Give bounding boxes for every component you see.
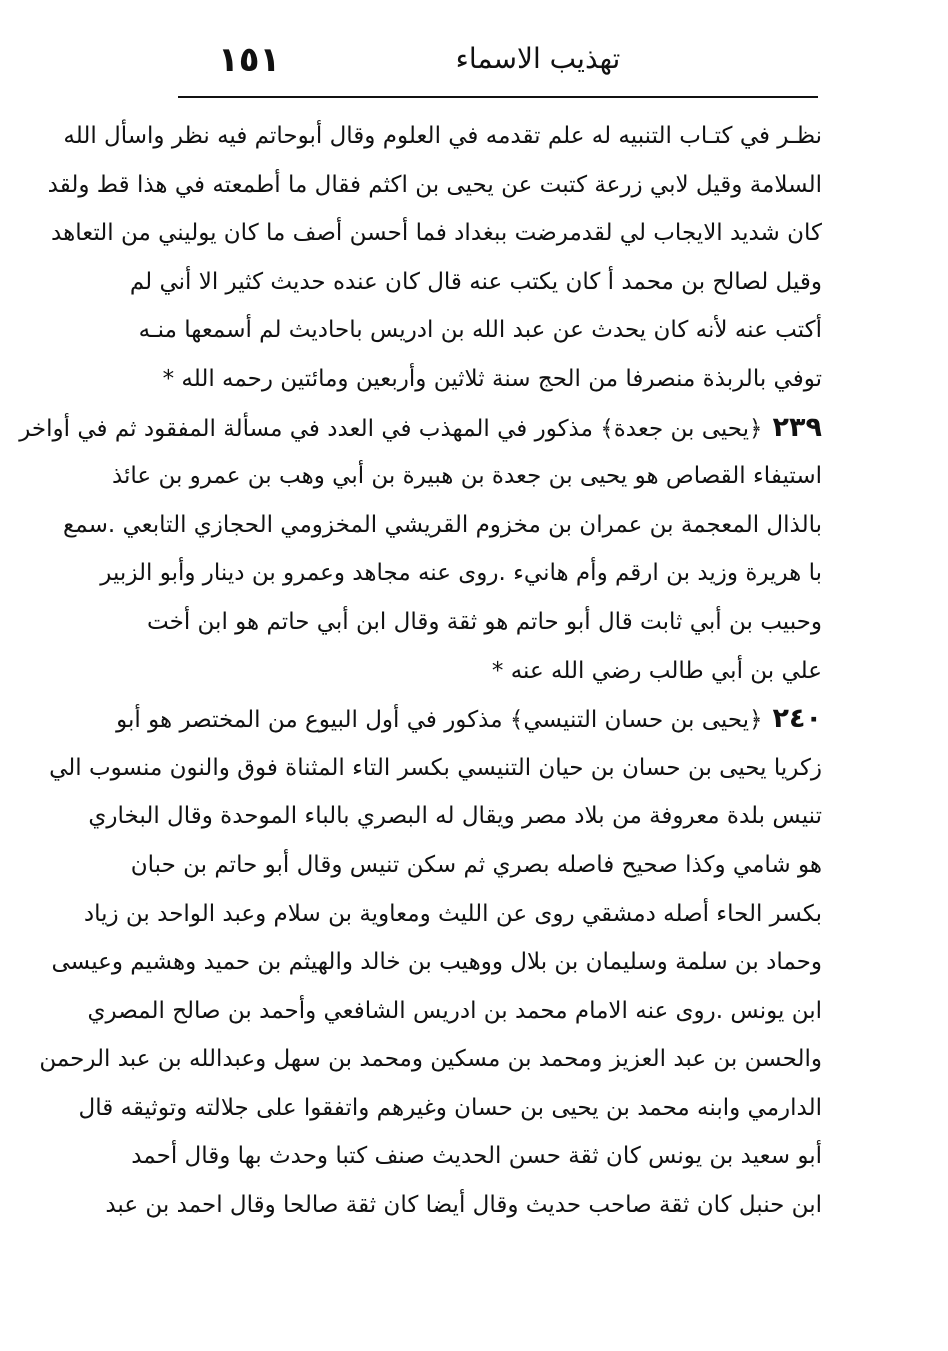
text-line: السلامة وقيل لابي زرعة كتبت عن يحيى بن اكثم فقال ما أطمعته في هذا قط ولقد xyxy=(47,171,822,198)
text-line: الدارمي وابنه محمد بن يحيى بن حسان وغيرهم واتفقوا على جلالته وتوثيقه قال xyxy=(78,1094,822,1121)
text-line: زكريا يحيى بن حسان بن حيان التنيسي بكسر التاء المثناة فوق والنون منسوب الي xyxy=(49,754,822,781)
text-line: وقيل لصالح بن محمد أ كان يكتب عنه قال كان عنده حديث كثير الا أني لم xyxy=(129,268,822,295)
text-line: أبو سعيد بن يونس كان ثقة حسن الحديث صنف كتبا وحدث بها وقال أحمد xyxy=(131,1143,822,1170)
text-line: بكسر الحاء أصله دمشقي روى عن الليث ومعاوية بن سلام وعبد الواحد بن زياد xyxy=(83,900,822,927)
text-line: هو شامي وكذا صحيح فاصله بصري ثم سكن تنيس وقال أبو حاتم بن حبان xyxy=(130,851,822,878)
text-line: علي بن أبي طالب رضي الله عنه * xyxy=(491,657,822,684)
text-line: ابن يونس .روى عنه الامام محمد بن ادريس الشافعي وأحمد بن صالح المصري xyxy=(87,997,822,1024)
text-line: نظـر في كتـاب التنبيه له علم تقدمه في العلوم وقال أبوحاتم فيه نظر واسأل الله xyxy=(63,123,822,149)
text-line: با هريرة وزيد بن ارقم وأم هانيء .روى عنه مجاهد وعمرو بن دينار وأبو الزبير xyxy=(100,560,822,587)
entry-line: ٢٣٩﴿يحيى بن جعدة﴾ مذكور في المهذب في العدد في مسألة المفقود ثم في أواخر xyxy=(19,411,822,443)
text-line: استيفاء القصاص هو يحيى بن جعدة بن هبيرة بن أبي وهب بن عمرو بن عائذ xyxy=(111,463,822,490)
page-header xyxy=(168,36,823,88)
text-line: أكتب عنه لأنه كان يحدث عن عبد الله بن ادريس باحاديث لم أسمعها منـه xyxy=(138,317,822,344)
text-line: توفي بالربذة منصرفا من الحج سنة ثلاثين وأربعين ومائتين رحمه الله * xyxy=(162,365,822,392)
text-line: تنيس بلدة معروفة من بلاد مصر ويقال له البصري بالباء الموحدة وقال البخاري xyxy=(88,803,822,830)
entry-number: ٢٤٠ xyxy=(772,703,822,735)
entry-number: ٢٣٩ xyxy=(772,411,822,443)
text-line: ابن حنبل كان ثقة صاحب حديث وقال أيضا كان ثقة صالحا وقال احمد بن عبد xyxy=(105,1192,822,1219)
page-number: ١٥١ xyxy=(218,40,281,80)
text-line: والحسن بن عبد العزيز ومحمد بن مسكين ومحمد بن سهل وعبدالله بن عبد الرحمن xyxy=(39,1046,822,1073)
body-text xyxy=(19,112,822,1230)
header-rule xyxy=(178,96,818,98)
text-line: كان شديد الايجاب لي لقدمرضت ببغداد فما أحسن أصف ما كان يوليني من التعاهد xyxy=(51,220,822,247)
running-title: تهذيب الاسماء xyxy=(455,42,621,75)
text-line: وحماد بن سلمة وسليمان بن بلال ووهيب بن خالد والهيثم بن حميد وهشيم وعيسى xyxy=(51,949,822,976)
entry-line: ٢٤٠﴿يحيى بن حسان التنيسي﴾ مذكور في أول البيوع من المختصر هو أبو xyxy=(116,703,822,735)
text-line: وحبيب بن أبي ثابت قال أبو حاتم هو ثقة وقال ابن أبي حاتم هو ابن أخت xyxy=(147,608,822,635)
text-line: بالذال المعجمة بن عمران بن مخزوم القريشي المخزومي الحجازي التابعي .سمع xyxy=(63,511,822,538)
